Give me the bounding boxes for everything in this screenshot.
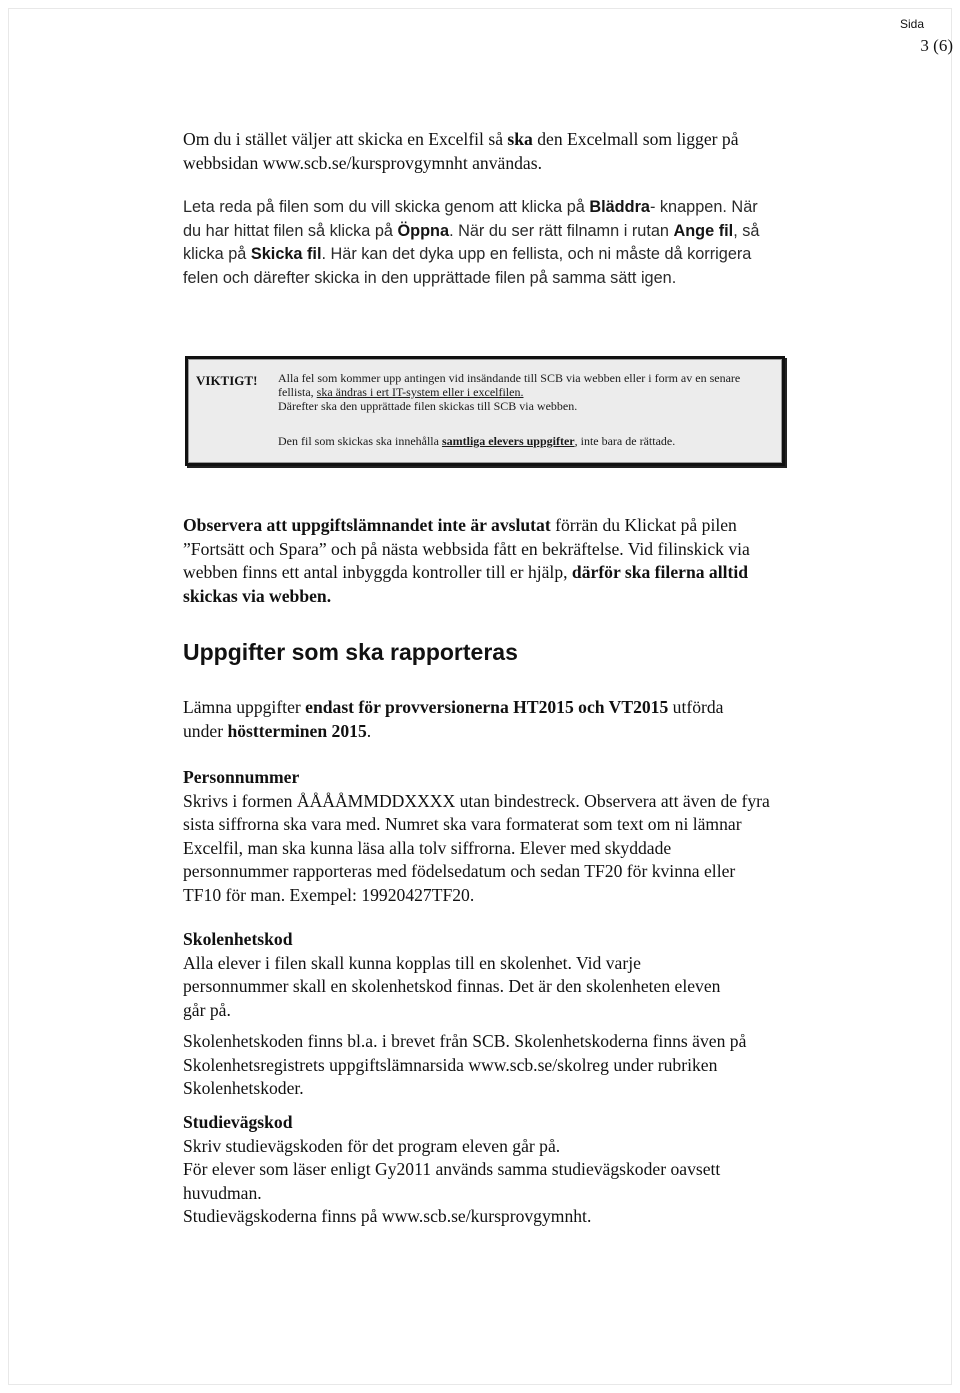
skolenhetskod-paragraph-2: Skolenhetskoden finns bl.a. i brevet från SCB. Skolenhetskoderna finns även på Skolenhetsregistrets uppgiftslämnarsida www.scb.se/skolreg under rubriken Skolenhetskoder. bbox=[183, 1031, 747, 1098]
intro-paragraph-1: Om du i stället väljer att skicka en Excelfil så ska den Excelmall som ligger på webbsidan www.scb.se/kursprovgymnht användas. bbox=[183, 129, 739, 173]
warning-last-line: Den fil som skickas ska innehålla samtliga elevers uppgifter, inte bara de rättade. bbox=[278, 434, 676, 448]
page-label: Sida bbox=[899, 17, 924, 31]
studievagskod-title: Studievägskod bbox=[183, 1112, 293, 1132]
personnummer-section: Personnummer Skrivs i formen ÅÅÅÅMMDDXXXX utan bindestreck. Observera att även de fyra sista siffrorna ska vara med. Numret ska vara formaterat som text om ni lämnar Excelfil, man ska kunna läsa alla tolv siffrorna. Elever med skyddade personnummer rapporteras med födelsedatum och sedan TF20 för kvinna eller TF10 för man. Exempel: 19920427TF20. bbox=[183, 766, 773, 907]
page-number: 3 (6) bbox=[920, 36, 953, 55]
warning-image bbox=[185, 356, 785, 466]
warning-text: Alla fel som kommer upp antingen vid insändande till SCB via webben eller i form av en senare fellista, ska ändras i ert IT-system eller i excelfilen. Därefter ska den upprättade filen skickas till SCB via webben. bbox=[278, 371, 741, 413]
report-paragraph: Lämna uppgifter endast för provversionerna HT2015 och VT2015 utförda under höstterminen 2015. bbox=[183, 697, 724, 741]
observe-paragraph: Observera att uppgiftslämnandet inte är avslutat förrän du Klickat på pilen ”Fortsätt och Spara” och på nästa webbsida fått en bekräftelse. Vid filinskick via webben finns ett antal inbyggda kontroller till er hjälp, därför ska filerna alltid skickas via webben. bbox=[183, 515, 750, 606]
skolenhetskod-title: Skolenhetskod bbox=[183, 929, 293, 949]
section-heading: Uppgifter som ska rapporteras bbox=[183, 639, 518, 665]
warning-title: VIKTIGT! bbox=[196, 373, 258, 388]
skolenhetskod-section: Skolenhetskod Alla elever i filen skall kunna kopplas till en skolenhet. Vid varje personnummer skall en skolenhetskod finnas. Det är den skolenheten eleven går på. bbox=[183, 928, 743, 1022]
intro-paragraph-2: Leta reda på filen som du vill skicka genom att klicka på Bläddra- knappen. När du har hittat filen så klicka på Öppna. När du ser rätt filnamn i rutan Ange fil, så klicka på Skicka fil. Här kan det dyka upp en fellista, och ni måste då korrigera felen och därefter skicka in den upprättade filen på samma sätt igen. bbox=[183, 198, 760, 287]
studievagskod-section: Studievägskod Skriv studievägskoden för det program eleven går på. För elever som läser enligt Gy2011 används samma studievägskoder oavsett huvudman. Studievägskoderna finns på www.scb.se/kursprovgymnht. bbox=[183, 1111, 753, 1229]
personnummer-title: Personnummer bbox=[183, 767, 300, 787]
